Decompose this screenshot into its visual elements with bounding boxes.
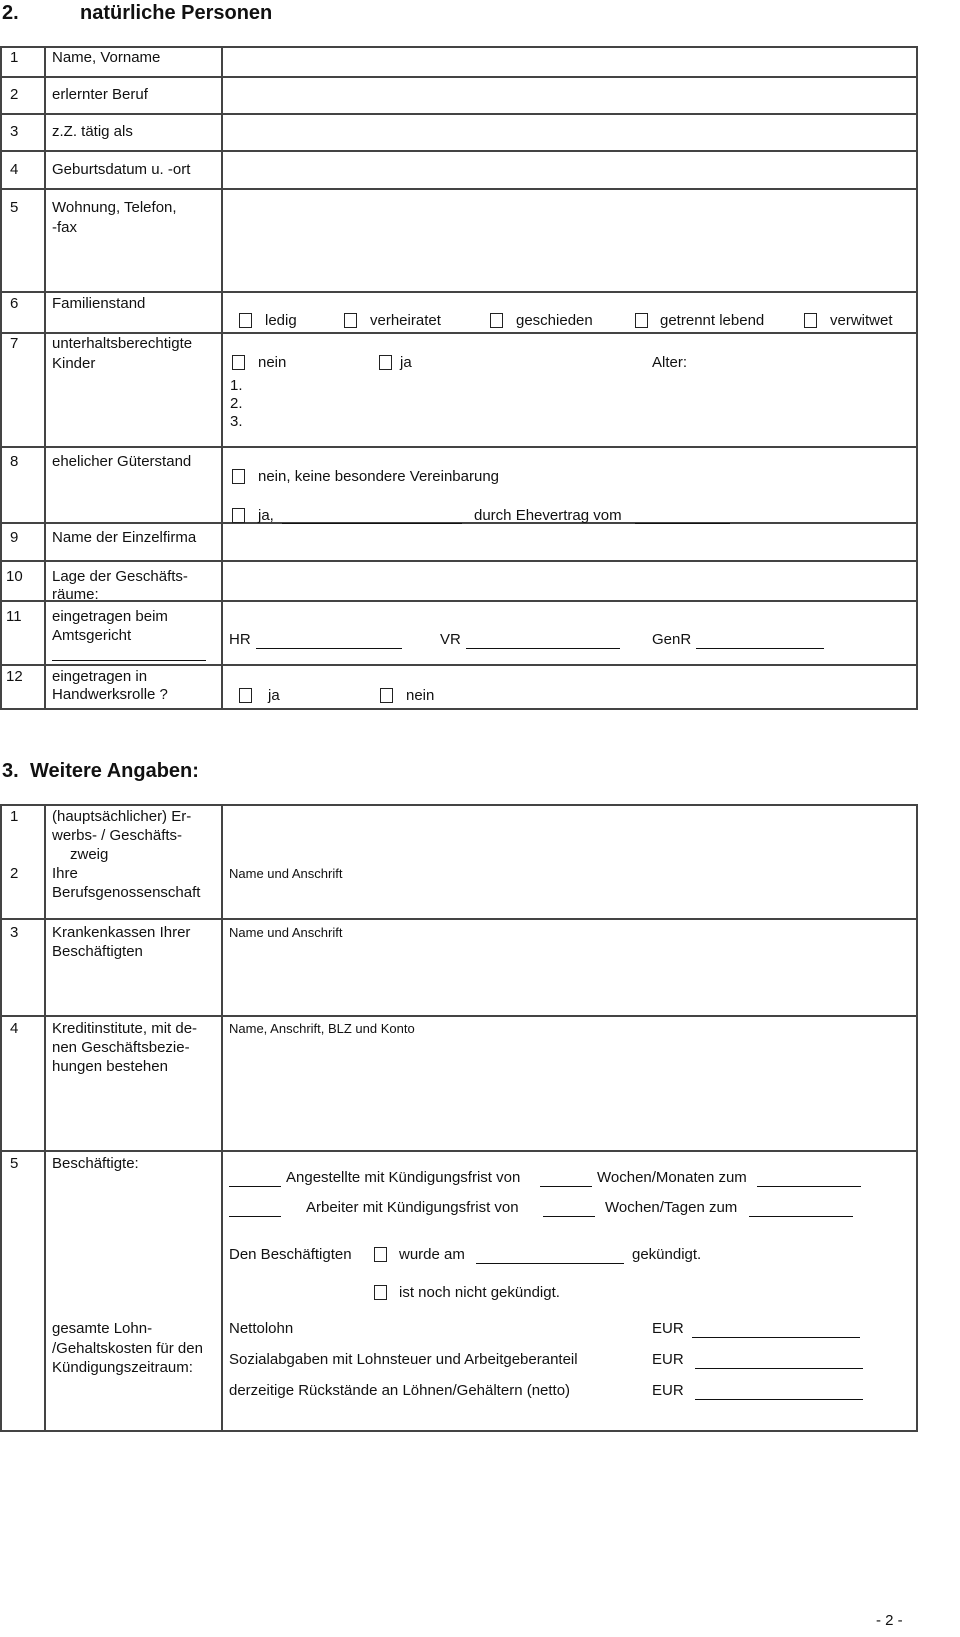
row-label: eingetragen beim bbox=[52, 608, 168, 625]
row-label: Beschäftigte: bbox=[52, 1155, 139, 1172]
row-number: 12 bbox=[6, 668, 23, 685]
row-number: 11 bbox=[6, 608, 22, 625]
row-label: zweig bbox=[70, 846, 109, 863]
option-label: wurde am bbox=[399, 1246, 465, 1263]
checkbox-verheiratet[interactable] bbox=[344, 313, 357, 328]
nettolohn-label: Nettolohn bbox=[229, 1320, 294, 1337]
rueckstaende-field[interactable] bbox=[695, 1399, 863, 1400]
row-label: Name, Vorname bbox=[52, 49, 161, 66]
checkbox-nicht-gekuendigt[interactable] bbox=[374, 1285, 387, 1300]
checkbox-handwerk-nein[interactable] bbox=[380, 688, 393, 703]
checkbox-kinder-nein[interactable] bbox=[232, 355, 245, 370]
section-heading: Weitere Angaben: bbox=[30, 760, 199, 782]
hr-field[interactable] bbox=[256, 648, 402, 649]
row-label: Krankenkassen Ihrer bbox=[52, 924, 191, 941]
row-number: 5 bbox=[10, 199, 19, 216]
amtsgericht-underline[interactable] bbox=[52, 660, 206, 661]
sozialabgaben-field[interactable] bbox=[695, 1368, 863, 1369]
row-number: 9 bbox=[10, 529, 19, 546]
row-label: Geburtsdatum u. -ort bbox=[52, 161, 191, 178]
row-label: Lage der Geschäfts- bbox=[52, 568, 188, 585]
kosten-label: gesamte Lohn- bbox=[52, 1320, 153, 1337]
rueckstaende-label: derzeitige Rückstände an Löhnen/Gehältern (netto) bbox=[229, 1382, 571, 1399]
kuendigung-date-field[interactable] bbox=[476, 1263, 624, 1264]
hr-label: HR bbox=[229, 631, 251, 648]
kosten-label: Kündigungszeitraum: bbox=[52, 1359, 193, 1376]
row-number: 4 bbox=[10, 1020, 19, 1037]
child-1: 1. bbox=[230, 377, 243, 394]
vr-field[interactable] bbox=[466, 648, 620, 649]
row-label: Kreditinstitute, mit de- bbox=[52, 1020, 198, 1037]
row-label: ehelicher Güterstand bbox=[52, 453, 192, 470]
row-number: 3 bbox=[10, 123, 19, 140]
child-3: 3. bbox=[230, 413, 243, 430]
ehevertrag-date-field[interactable] bbox=[635, 523, 730, 524]
checkbox-gekuendigt[interactable] bbox=[374, 1247, 387, 1262]
row-label: Handwerksrolle ? bbox=[52, 686, 168, 703]
option-label: ist noch nicht gekündigt. bbox=[399, 1284, 560, 1301]
checkbox-kinder-ja[interactable] bbox=[379, 355, 392, 370]
checkbox-handwerk-ja[interactable] bbox=[239, 688, 252, 703]
row-label: Amtsgericht bbox=[52, 627, 132, 644]
checkbox-geschieden[interactable] bbox=[490, 313, 503, 328]
row-label: z.Z. tätig als bbox=[52, 123, 133, 140]
option-label: nein bbox=[258, 354, 287, 371]
alter-label: Alter: bbox=[652, 354, 688, 371]
row-number: 1 bbox=[10, 49, 19, 66]
vr-label: VR bbox=[440, 631, 461, 648]
option-label: verheiratet bbox=[370, 312, 441, 329]
row-number: 6 bbox=[10, 295, 19, 312]
option-label: nein bbox=[406, 687, 435, 704]
currency-label: EUR bbox=[652, 1320, 684, 1337]
sozialabgaben-label: Sozialabgaben mit Lohnsteuer und Arbeitgeberanteil bbox=[229, 1351, 578, 1368]
child-2: 2. bbox=[230, 395, 243, 412]
row-number: 4 bbox=[10, 161, 19, 178]
row-label: Wohnung, Telefon, bbox=[52, 199, 177, 216]
row-number: 1 bbox=[10, 808, 19, 825]
row-label: Berufsgenossenschaft bbox=[52, 884, 201, 901]
angestellte-unit: Wochen/Monaten zum bbox=[597, 1169, 747, 1186]
row-number: 2 bbox=[10, 86, 19, 103]
angestellte-label: Angestellte mit Kündigungsfrist von bbox=[286, 1169, 521, 1186]
checkbox-ledig[interactable] bbox=[239, 313, 252, 328]
row-label: eingetragen in bbox=[52, 668, 148, 685]
checkbox-gueterstand-nein[interactable] bbox=[232, 469, 245, 484]
row-number: 2 bbox=[10, 865, 19, 882]
row-label: unterhaltsberechtigte bbox=[52, 335, 193, 352]
option-label: getrennt lebend bbox=[660, 312, 765, 329]
section-heading: natürliche Personen bbox=[80, 2, 273, 24]
row-label: Beschäftigten bbox=[52, 943, 143, 960]
genr-label: GenR bbox=[652, 631, 692, 648]
row-number: 3 bbox=[10, 924, 19, 941]
checkbox-getrennt-lebend[interactable] bbox=[635, 313, 648, 328]
arbeiter-count-field[interactable] bbox=[229, 1216, 281, 1217]
nettolohn-field[interactable] bbox=[692, 1337, 860, 1338]
checkbox-gueterstand-ja[interactable] bbox=[232, 508, 245, 523]
ehevertrag-label: durch Ehevertrag vom bbox=[474, 507, 622, 524]
row-label: Ihre bbox=[52, 865, 78, 882]
row-label: erlernter Beruf bbox=[52, 86, 148, 103]
row-label: räume: bbox=[52, 586, 99, 603]
checkbox-verwitwet[interactable] bbox=[804, 313, 817, 328]
arbeiter-label: Arbeiter mit Kündigungsfrist von bbox=[306, 1199, 519, 1216]
row-label: (hauptsächlicher) Er- bbox=[52, 808, 192, 825]
kosten-label: /Gehaltskosten für den bbox=[52, 1340, 203, 1357]
arbeiter-unit: Wochen/Tagen zum bbox=[605, 1199, 738, 1216]
row-label: Name der Einzelfirma bbox=[52, 529, 197, 546]
section-number: 2. bbox=[2, 2, 19, 24]
page-number: - 2 - bbox=[876, 1612, 903, 1629]
angestellte-date-field[interactable] bbox=[757, 1186, 861, 1187]
angestellte-frist-field[interactable] bbox=[540, 1186, 592, 1187]
field-hint: Name und Anschrift bbox=[229, 925, 343, 940]
gueterstand-field[interactable] bbox=[282, 523, 462, 524]
angestellte-count-field[interactable] bbox=[229, 1186, 281, 1187]
row-label: werbs- / Geschäfts- bbox=[52, 827, 183, 844]
arbeiter-frist-field[interactable] bbox=[543, 1216, 595, 1217]
row-label: nen Geschäftsbezie- bbox=[52, 1039, 190, 1056]
currency-label: EUR bbox=[652, 1382, 684, 1399]
section-number: 3. bbox=[2, 760, 19, 782]
row-number: 5 bbox=[10, 1155, 19, 1172]
gekuendigt-label: gekündigt. bbox=[632, 1246, 702, 1263]
option-label: nein, keine besondere Vereinbarung bbox=[258, 468, 500, 485]
row-number: 8 bbox=[10, 453, 19, 470]
option-label: ja bbox=[268, 687, 280, 704]
row-label: Kinder bbox=[52, 355, 96, 372]
option-label: ja, bbox=[258, 507, 274, 524]
row-number: 10 bbox=[6, 568, 23, 585]
row-label: Familienstand bbox=[52, 295, 146, 312]
row-number: 7 bbox=[10, 335, 19, 352]
option-label: ledig bbox=[265, 312, 297, 329]
option-label: verwitwet bbox=[830, 312, 893, 329]
arbeiter-date-field[interactable] bbox=[749, 1216, 853, 1217]
field-hint: Name, Anschrift, BLZ und Konto bbox=[229, 1021, 415, 1036]
row-label: hungen bestehen bbox=[52, 1058, 168, 1075]
field-hint: Name und Anschrift bbox=[229, 866, 343, 881]
option-label: geschieden bbox=[516, 312, 593, 329]
option-label: ja bbox=[400, 354, 412, 371]
kuendigung-label: Den Beschäftigten bbox=[229, 1246, 352, 1263]
currency-label: EUR bbox=[652, 1351, 684, 1368]
row-label: -fax bbox=[52, 219, 78, 236]
genr-field[interactable] bbox=[696, 648, 824, 649]
